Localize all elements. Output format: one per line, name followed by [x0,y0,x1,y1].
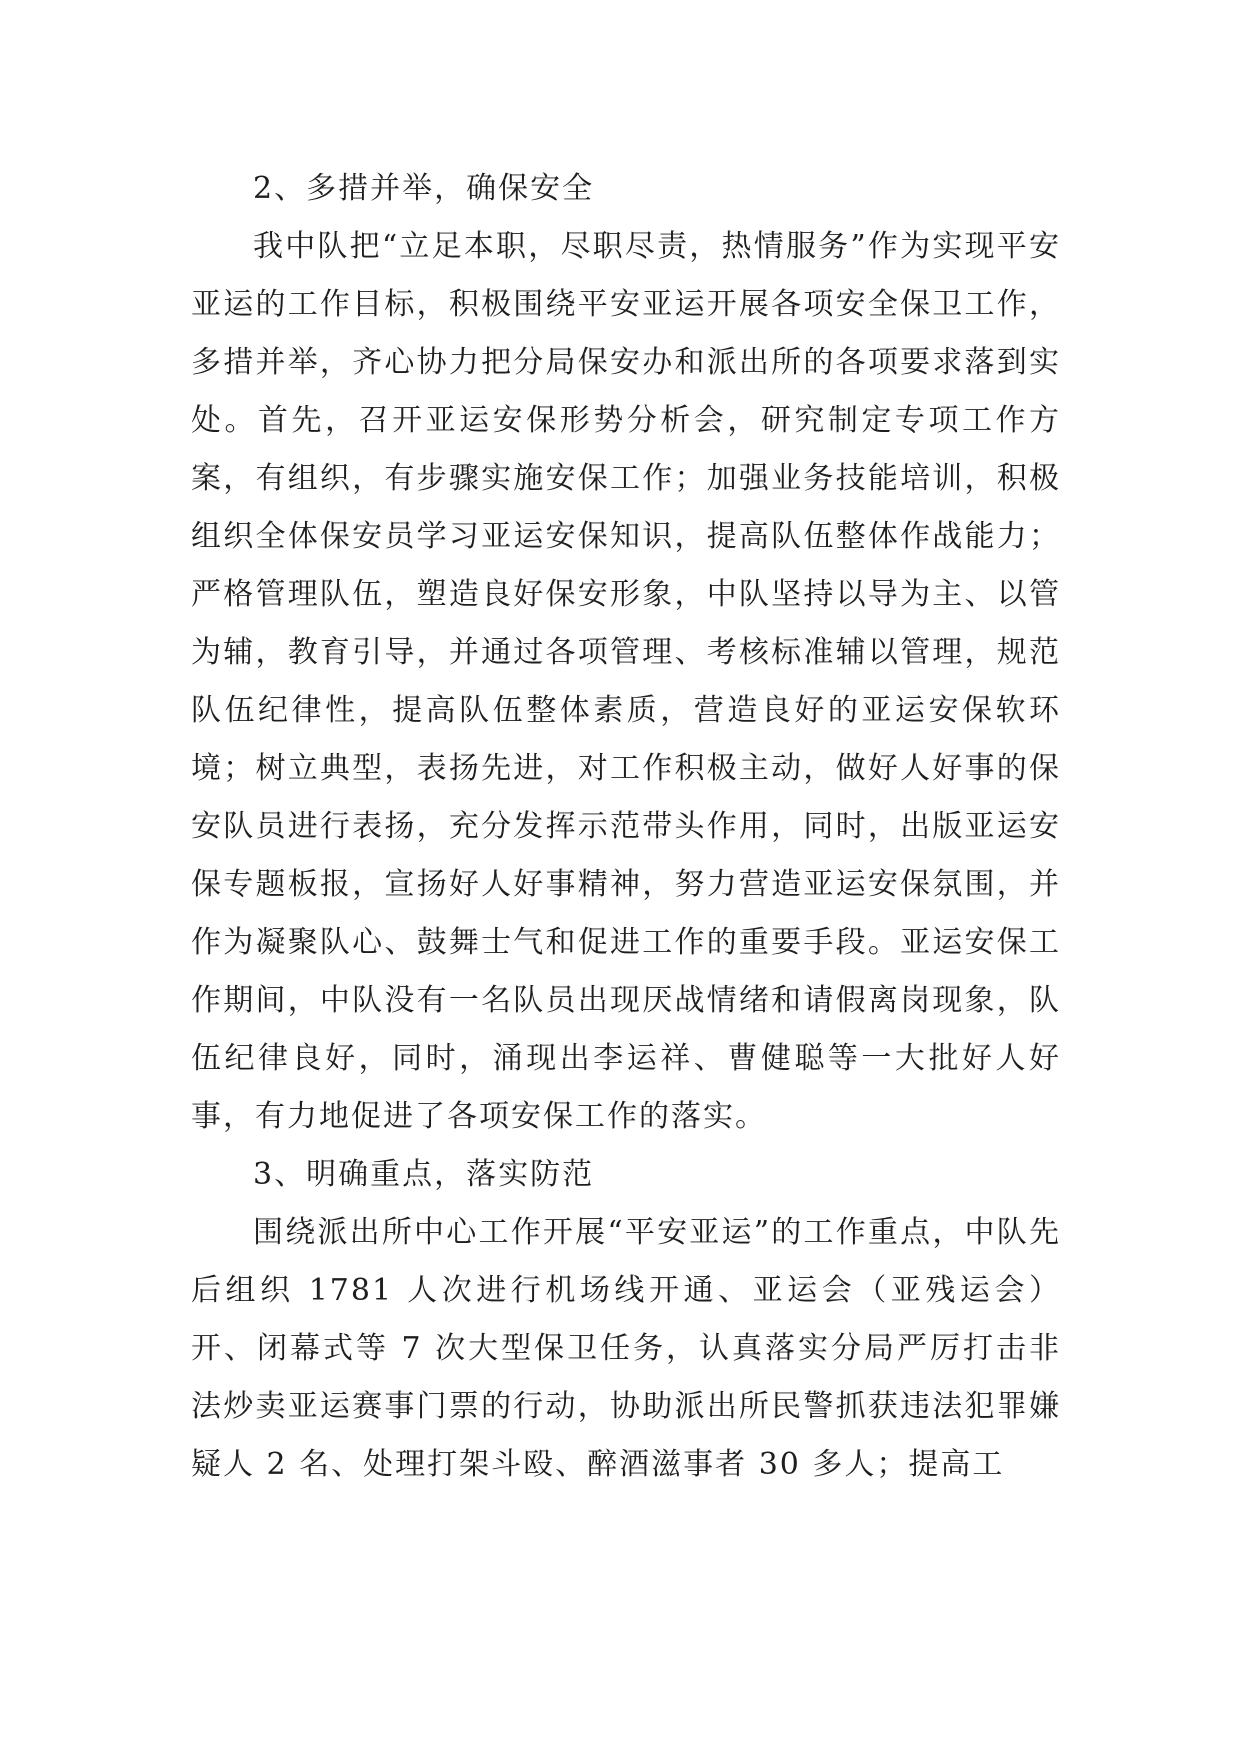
section-2-paragraph: 我中队把“立足本职，尽职尽责，热情服务”作为实现平安亚运的工作目标，积极围绕平安亚运开展各项安全保卫工作，多措并举，齐心协力把分局保安办和派出所的各项要求落到实处。首先，召开亚运安保形势分析会，研究制定专项工作方案，有组织，有步骤实施安保工作；加强业务技能培训，积极组织全体保安员学习亚运安保知识，提高队伍整体作战能力；严格管理队伍，塑造良好保安形象，中队坚持以导为主、以管为辅，教育引导，并通过各项管理、考核标准辅以管理，规范队伍纪律性，提高队伍整体素质，营造良好的亚运安保软环境；树立典型，表扬先进，对工作积极主动，做好人好事的保安队员进行表扬，充分发挥示范带头作用，同时，出版亚运安保专题板报，宣扬好人好事精神，努力营造亚运安保氛围，并作为凝聚队心、鼓舞士气和促进工作的重要手段。亚运安保工作期间，中队没有一名队员出现厌战情绪和请假离岗现象，队伍纪律良好，同时，涌现出李运祥、曹健聪等一大批好人好事，有力地促进了各项安保工作的落实。 [191,229,1061,1134]
section-heading-3: 3、明确重点，落实防范 [253,1157,595,1192]
section-3-paragraph: 围绕派出所中心工作开展“平安亚运”的工作重点，中队先后组织 1781 人次进行机场线开通、亚运会（亚残运会）开、闭幕式等 7 次大型保卫任务，认真落实分局严厉打击非法炒卖亚运赛事门票的行动，协助派出所民警抓获违法犯罪嫌疑人 2 名、处理打架斗殴、醉酒滋事者 30 多人；提高工 [191,1215,1061,1482]
section-heading-2: 2、多措并举，确保安全 [253,171,595,206]
document-body [191,160,1061,1494]
